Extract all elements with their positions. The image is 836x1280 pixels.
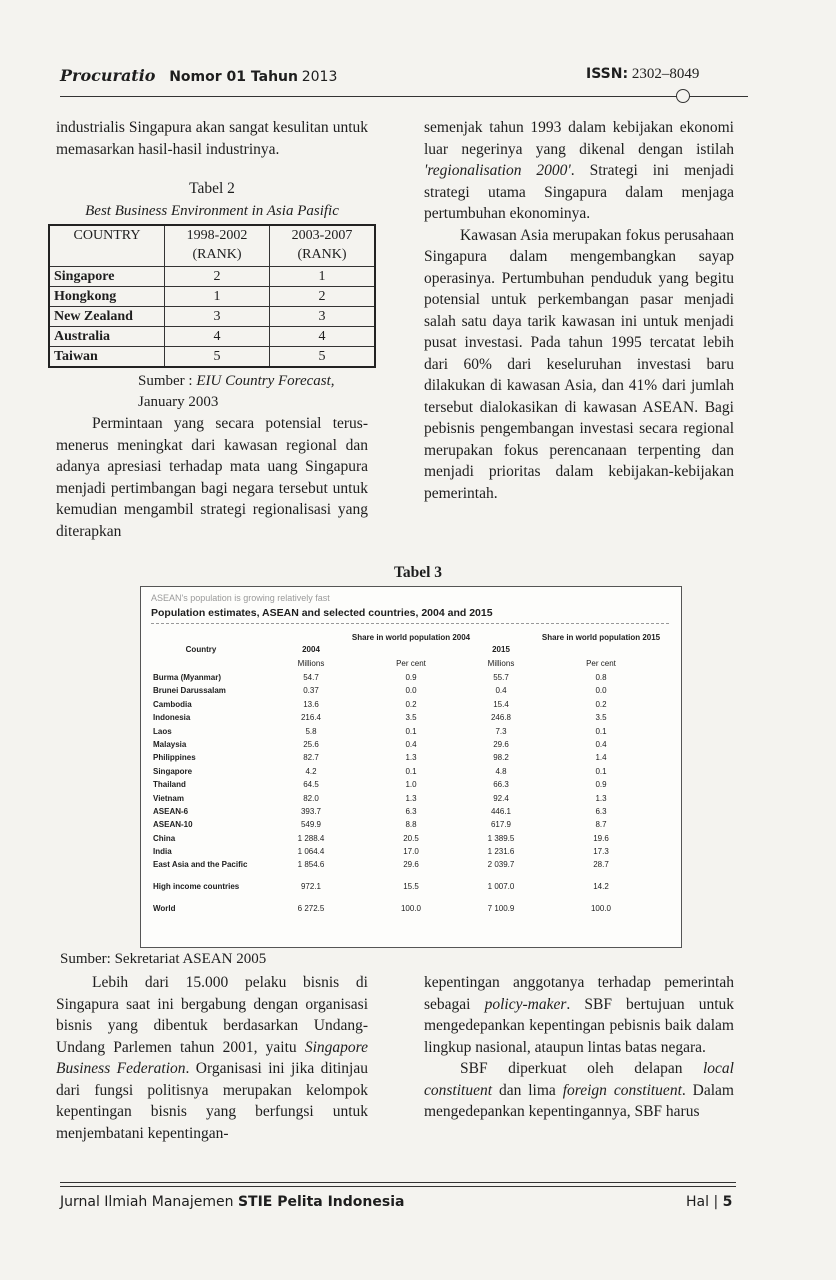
value-cell: 0.4 [495, 686, 507, 696]
rank-cell: 4 [165, 327, 270, 347]
value-cell: 64.5 [303, 780, 319, 790]
table3-header-cell: 2004 [302, 645, 320, 654]
value-cell: 0.1 [595, 766, 607, 776]
value-cell: 0.9 [595, 780, 607, 790]
value-cell: 0.4 [595, 739, 607, 749]
table3-header-cell: Share in world population 2015 [541, 633, 661, 642]
value-cell: 446.1 [490, 806, 512, 816]
country-cell: World [153, 904, 176, 914]
left-column-top [56, 117, 368, 160]
value-cell: 29.6 [493, 739, 509, 749]
value-cell: 17.0 [403, 847, 419, 857]
value-cell: 393.7 [300, 806, 322, 816]
italic-term: 'regionalisation 2000' [424, 162, 571, 179]
value-cell: 19.6 [593, 833, 609, 843]
table2-source [138, 371, 370, 413]
table-row [49, 287, 375, 307]
value-cell: 15.4 [493, 699, 509, 709]
value-cell: 4.2 [305, 766, 317, 776]
value-cell: 0.2 [405, 699, 417, 709]
table-row [141, 713, 681, 726]
table-row [141, 882, 681, 904]
issn-value: 2302–8049 [631, 66, 700, 82]
rank-cell: 2 [165, 267, 270, 287]
table3-unit: Per cent [396, 659, 426, 668]
value-cell: 13.6 [303, 699, 319, 709]
value-cell: 7.3 [495, 726, 507, 736]
right-column-top [424, 117, 734, 504]
header-rule [60, 96, 748, 97]
country-cell: Taiwan [49, 347, 165, 368]
table-row [141, 727, 681, 740]
value-cell: 0.1 [595, 726, 607, 736]
rank-cell: 1 [165, 287, 270, 307]
country-cell: New Zealand [49, 307, 165, 327]
page-number-value: 5 [722, 1194, 733, 1210]
value-cell: 1.4 [595, 753, 607, 763]
table3-unit: Millions [487, 659, 515, 668]
value-cell: 1.0 [405, 780, 417, 790]
value-cell: 246.8 [490, 713, 512, 723]
table-row [141, 767, 681, 780]
issue-label: Nomor 01 Tahun [169, 69, 298, 85]
value-cell: 0.0 [595, 686, 607, 696]
footer-journal: Jurnal Ilmiah Manajemen [60, 1194, 234, 1210]
rank-cell: 4 [270, 327, 376, 347]
table3-divider [151, 623, 669, 624]
value-cell: 0.37 [303, 686, 319, 696]
running-header-left [60, 66, 337, 86]
value-cell: 3.5 [405, 713, 417, 723]
source-name: EIU Country Forecast, [196, 373, 335, 389]
table-row [141, 700, 681, 713]
country-cell: High income countries [153, 882, 240, 892]
country-cell: East Asia and the Pacific [153, 860, 248, 870]
country-cell: Hongkong [49, 287, 165, 307]
table-row [49, 307, 375, 327]
country-cell: Burma (Myanmar) [153, 673, 222, 682]
table-row [141, 820, 681, 833]
value-cell: 5.8 [305, 726, 317, 736]
value-cell: 66.3 [493, 780, 509, 790]
value-cell: 0.9 [405, 673, 417, 682]
value-cell: 6 272.5 [297, 904, 325, 914]
value-cell: 1.3 [405, 793, 417, 803]
issn-label: ISSN: [586, 66, 629, 82]
country-cell: Indonesia [153, 713, 191, 723]
country-cell: Vietnam [153, 793, 184, 803]
footer-institution: STIE Pelita Indonesia [237, 1194, 405, 1210]
table-row [141, 740, 681, 753]
country-cell: Malaysia [153, 739, 187, 749]
table-row [141, 904, 681, 917]
table-header-cell: COUNTRY [49, 225, 165, 267]
right-column-bottom [424, 972, 734, 1123]
table2 [48, 224, 376, 368]
source-prefix: Sumber : [138, 373, 197, 389]
value-cell: 1 288.4 [297, 833, 325, 843]
table-row [141, 673, 681, 686]
value-cell: 1 854.6 [297, 860, 325, 870]
table2-title: Tabel 2 [189, 180, 235, 197]
header-rule-ornament [676, 89, 690, 103]
rank-cell: 1 [270, 267, 376, 287]
value-cell: 100.0 [400, 904, 422, 914]
value-cell: 8.7 [595, 820, 607, 830]
value-cell: 1 389.5 [487, 833, 515, 843]
value-cell: 0.0 [405, 686, 417, 696]
table-header-cell: 1998-2002 (RANK) [165, 225, 270, 267]
table3-image [140, 586, 682, 948]
paragraph: SBF diperkuat oleh delapan local constituent dan lima foreign constituent. Dalam mengedepankan kepentingannya, SBF harus [424, 1060, 734, 1120]
value-cell: 1 231.6 [487, 847, 515, 857]
value-cell: 20.5 [403, 833, 419, 843]
footer-rule [60, 1186, 736, 1187]
paragraph: semenjak tahun 1993 dalam kebijakan ekonomi luar negerinya yang dikenal dengan istilah 'regionalisation 2000'. Strategi ini menjadi strategi utama Singapura dalam menjaga pertumbuhan ekonominya. [424, 119, 734, 222]
value-cell: 25.6 [303, 739, 319, 749]
value-cell: 0.1 [405, 726, 417, 736]
country-cell: Brunei Darussalam [153, 686, 226, 696]
value-cell: 14.2 [593, 882, 609, 892]
table-header-row [49, 225, 375, 267]
table-row [141, 780, 681, 793]
country-cell: Singapore [153, 766, 193, 776]
table-row [141, 834, 681, 847]
table-row [141, 794, 681, 807]
rank-cell: 5 [165, 347, 270, 368]
value-cell: 54.7 [303, 673, 319, 682]
table2-subtitle: Best Business Environment in Asia Pasific [85, 203, 339, 219]
source-date: January 2003 [138, 394, 219, 410]
table3-body [141, 673, 681, 918]
value-cell: 92.4 [493, 793, 509, 803]
value-cell: 98.2 [493, 753, 509, 763]
footer-rule [60, 1182, 736, 1183]
table-row [49, 347, 375, 368]
table3-header-cell: Country [185, 645, 217, 654]
value-cell: 972.1 [300, 882, 322, 892]
value-cell: 1 064.4 [297, 847, 325, 857]
running-footer-left [60, 1194, 404, 1210]
value-cell: 0.1 [405, 766, 417, 776]
value-cell: 4.8 [495, 766, 507, 776]
table3-title: Tabel 3 [393, 564, 443, 581]
value-cell: 617.9 [490, 820, 512, 830]
value-cell: 28.7 [593, 860, 609, 870]
table3-header-cell: Share in world population 2004 [351, 633, 471, 642]
table-row [141, 860, 681, 882]
italic-term: local constituent [424, 1060, 734, 1099]
table3-heading: Population estimates, ASEAN and selected countries, 2004 and 2015 [151, 607, 493, 619]
country-cell: China [153, 833, 176, 843]
value-cell: 2 039.7 [487, 860, 515, 870]
paragraph: Permintaan yang secara potensial terus-menerus meningkat dari kawasan regional dan adanya apresiasi terhadap mata uang Singapura menjadi pertimbangan bagi negara tersebut untuk kemudian mengambil strategi regionalisasi yang diterapkan [56, 415, 368, 540]
table-row [141, 753, 681, 766]
value-cell: 0.2 [595, 699, 607, 709]
italic-term: foreign constituent [562, 1081, 682, 1099]
country-cell: ASEAN-6 [153, 806, 189, 816]
rank-cell: 5 [270, 347, 376, 368]
value-cell: 6.3 [405, 806, 417, 816]
country-cell: Cambodia [153, 699, 192, 709]
country-cell: Thailand [153, 780, 186, 790]
value-cell: 29.6 [403, 860, 419, 870]
value-cell: 82.7 [303, 753, 319, 763]
value-cell: 6.3 [595, 806, 607, 816]
paragraph: Lebih dari 15.000 pelaku bisnis di Singapura saat ini bergabung dengan organisasi bisnis yang dibentuk berdasarkan Undang-Undang Parlemen tahun 2001, yaitu Singapore Business Federation. Organisasi ini jika ditinjau dari fungsi politisnya merupakan kelompok kepentingan bisnis yang berfungsi untuk menjembatani kepentingan- [56, 974, 368, 1142]
country-cell: Laos [153, 726, 172, 736]
table-header-cell: 2003-2007 (RANK) [270, 225, 376, 267]
country-cell: Singapore [49, 267, 165, 287]
page-label: Hal | [686, 1194, 719, 1210]
country-cell: ASEAN-10 [153, 820, 193, 830]
value-cell: 8.8 [405, 820, 417, 830]
country-cell: India [153, 847, 172, 857]
table3-header-cell: 2015 [492, 645, 510, 654]
rank-cell: 2 [270, 287, 376, 307]
value-cell: 0.4 [405, 739, 417, 749]
value-cell: 0.8 [595, 673, 607, 682]
country-cell: Philippines [153, 753, 196, 763]
page-number [686, 1194, 732, 1210]
table3-caption: ASEAN's population is growing relatively fast [151, 593, 330, 603]
table-row [141, 847, 681, 860]
table3-source: Sumber: Sekretariat ASEAN 2005 [60, 951, 267, 967]
value-cell: 1.3 [595, 793, 607, 803]
paragraph: Kawasan Asia merupakan fokus perusahaan Singapura dalam mengembangkan sayap operasinya. Pertumbuhan penduduk yang begitu potensial untuk perkembangan pasar menjadi salah satu daya tarik kawasan ini untuk menjadi pusat investasi. Pada tahun 1995 tercatat lebih dari 60% dari keseluruhan investasi baru dilakukan di kawasan Asia, dan 41% dari jumlah tersebut dialokasikan di kawasan ASEAN. Bagi pebisnis pengembangan investasi secara regional merupakan fokus perencanaan terpenting dan menjadi prioritas dalam kebijakan-kebijakan pemerintah. [424, 226, 734, 502]
left-column-bottom [56, 972, 368, 1144]
italic-term: policy-maker [484, 995, 567, 1013]
table-row [141, 807, 681, 820]
table-row [141, 686, 681, 699]
value-cell: 82.0 [303, 793, 319, 803]
rank-cell: 3 [165, 307, 270, 327]
country-cell: Australia [49, 327, 165, 347]
value-cell: 1.3 [405, 753, 417, 763]
value-cell: 549.9 [300, 820, 322, 830]
value-cell: 216.4 [300, 713, 322, 723]
value-cell: 17.3 [593, 847, 609, 857]
table-row [49, 327, 375, 347]
table3-unit: Per cent [586, 659, 616, 668]
value-cell: 100.0 [590, 904, 612, 914]
table3-unit: Millions [297, 659, 325, 668]
issue-year: 2013 [301, 69, 338, 85]
rank-cell: 3 [270, 307, 376, 327]
running-header-right [586, 66, 699, 83]
journal-logo: Procuratio [60, 66, 156, 85]
value-cell: 1 007.0 [487, 882, 515, 892]
table-row [49, 267, 375, 287]
left-column-continued [56, 413, 368, 542]
value-cell: 7 100.9 [487, 904, 515, 914]
value-cell: 15.5 [403, 882, 419, 892]
value-cell: 3.5 [595, 713, 607, 723]
value-cell: 55.7 [493, 673, 509, 682]
italic-term: Singapore Business Federation [56, 1038, 368, 1077]
paragraph: industrialis Singapura akan sangat kesulitan untuk memasarkan hasil-hasil industrinya. [56, 119, 368, 158]
paragraph: kepentingan anggotanya terhadap pemerintah sebagai policy-maker. SBF bertujuan untuk mengedepankan kepentingan pebisnis baik dalam lingkup nasional, ataupun lintas batas negara. [424, 974, 734, 1056]
